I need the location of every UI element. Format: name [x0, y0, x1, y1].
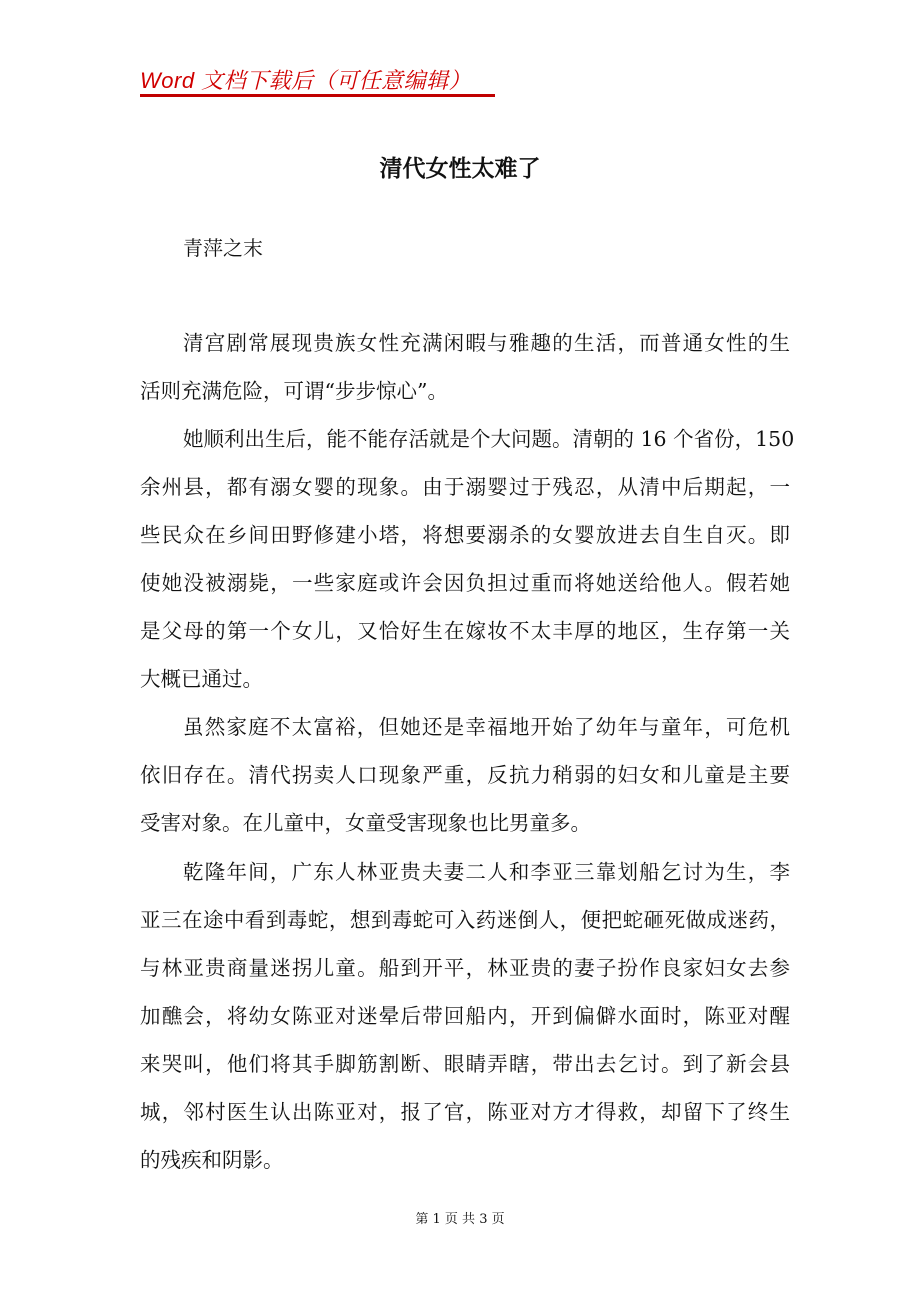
paragraph	[140, 319, 790, 415]
text-line: 的残疾和阴影。	[140, 1147, 284, 1172]
text-line: 亚三在途中看到毒蛇，想到毒蛇可入药迷倒人，便把蛇砸死做成迷药，	[140, 907, 790, 932]
text-line: 来哭叫，他们将其手脚筋割断、眼睛弄瞎，带出去乞讨。到了新会县	[140, 1051, 790, 1076]
paragraph	[140, 848, 790, 1184]
document-body	[140, 319, 795, 1184]
download-banner	[140, 64, 471, 95]
text-line: 受害对象。在儿童中，女童受害现象也比男童多。	[140, 811, 591, 836]
text-line: 活则充满危险，可谓“步步惊心”。	[140, 379, 448, 404]
text-line: 依旧存在。清代拐卖人口现象严重，反抗力稍弱的妇女和儿童是主要	[140, 763, 790, 788]
text-line: 是父母的第一个女儿，又恰好生在嫁妆不太丰厚的地区，生存第一关	[140, 619, 790, 644]
page-footer: 第 1 页 共 3 页	[415, 1212, 505, 1227]
banner-underline	[140, 94, 495, 97]
text-line: 使她没被溺毙，一些家庭或许会因负担过重而将她送给他人。假若她	[140, 571, 790, 596]
text-line: 些民众在乡间田野修建小塔，将想要溺杀的女婴放进去自生自灭。即	[140, 523, 790, 548]
banner-text: Word 文档下载后（可任意编辑）	[140, 68, 472, 93]
paragraph	[140, 415, 795, 703]
text-line: 与林亚贵商量迷拐儿童。船到开平，林亚贵的妻子扮作良家妇女去参	[140, 955, 790, 980]
paragraph	[140, 703, 790, 847]
text-line: 虽然家庭不太富裕，但她还是幸福地开始了幼年与童年，可危机	[183, 715, 790, 740]
text-line: 加醮会，将幼女陈亚对迷晕后带回船内，开到偏僻水面时，陈亚对醒	[140, 1003, 790, 1028]
document-title: 清代女性太难了	[379, 155, 541, 182]
text-line: 乾隆年间，广东人林亚贵夫妻二人和李亚三靠划船乞讨为生，李	[183, 859, 790, 884]
author: 青萍之末	[183, 236, 263, 260]
text-line: 余州县，都有溺女婴的现象。由于溺婴过于残忍，从清中后期起，一	[140, 475, 790, 500]
text-line: 城，邻村医生认出陈亚对，报了官，陈亚对方才得救，却留下了终生	[140, 1099, 790, 1124]
text-line: 大概已通过。	[140, 667, 263, 692]
text-line: 清宫剧常展现贵族女性充满闲暇与雅趣的生活，而普通女性的生	[183, 331, 790, 355]
text-line: 她顺利出生后，能不能存活就是个大问题。清朝的 16 个省份，150	[183, 427, 795, 452]
